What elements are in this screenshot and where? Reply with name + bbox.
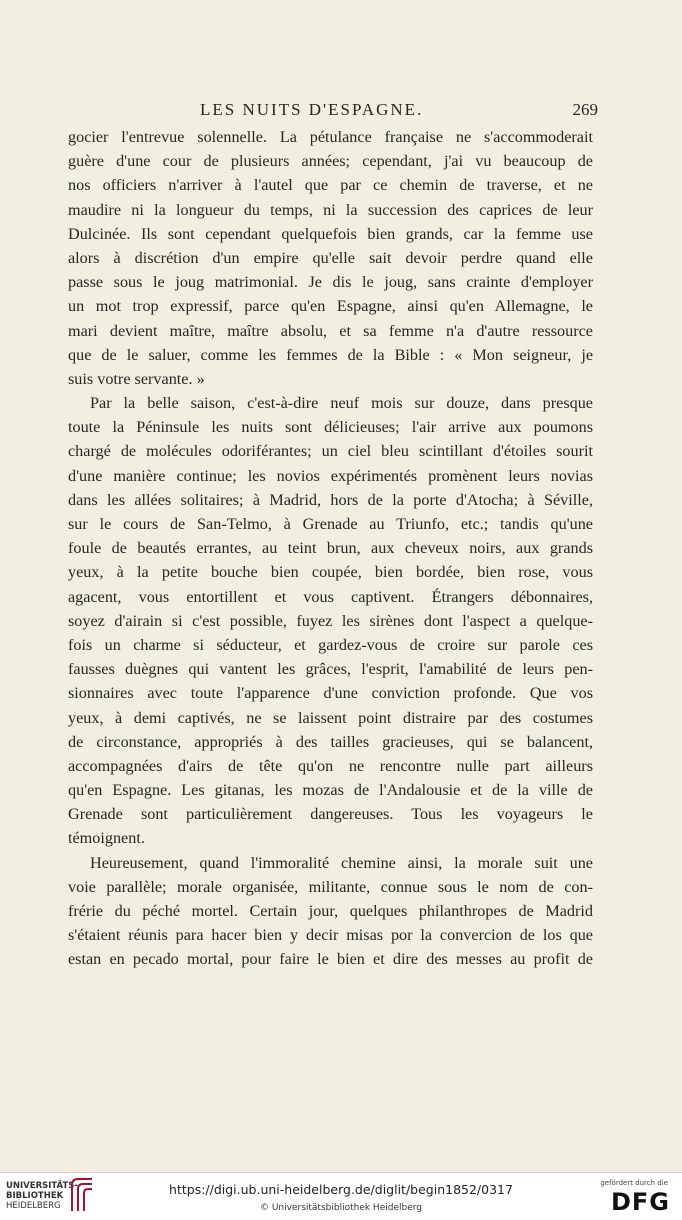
text-line: mari devient maître, maître absolu, et sa femme n'a d'autre ressource xyxy=(68,321,593,340)
text-line: agacent, vous entortillent et vous captivent. Étrangers débonnaires, xyxy=(68,587,593,606)
text-line: accompagnées d'airs de tête qu'on ne rencontre nulle part ailleurs xyxy=(68,756,593,775)
dfg-logo[interactable]: DFG xyxy=(610,1188,670,1216)
text-line: Heureusement, quand l'immoralité chemine ainsi, la morale suit une xyxy=(90,853,593,872)
text-line: s'étaient réunis para hacer bien y decir misas por la convercion de los que xyxy=(68,926,593,945)
sponsor-note: gefördert durch die xyxy=(600,1179,668,1187)
text-line: voie parallèle; morale organisée, militante, connue sous le nom de con- xyxy=(68,877,593,896)
text-line: sur le cours de San-Telmo, à Grenade au Triunfo, etc.; tandis qu'une xyxy=(68,515,593,533)
page-number: 269 xyxy=(572,100,598,119)
text-line: guère d'une cour de plusieurs années; cependant, j'ai vu beaucoup de xyxy=(68,152,593,171)
text-line: soyez d'airain si c'est possible, fuyez les sirènes dont l'aspect a quelque- xyxy=(68,611,593,630)
text-line: foule de beautés errantes, au teint brun, aux cheveux noirs, aux grands xyxy=(68,539,593,558)
text-line: qu'en Espagne. Les gitanas, les mozas de l'Andalousie et de la ville de xyxy=(68,781,593,800)
text-line: Par la belle saison, c'est-à-dire neuf mois sur douze, dans presque xyxy=(90,394,593,413)
text-line: passe sous le joug matrimonial. Je dis le joug, sans crainte d'employer xyxy=(68,273,593,292)
permalink-url[interactable]: https://digi.ub.uni-heidelberg.de/diglit/begin1852/0317 xyxy=(169,1182,513,1197)
text-line: un mot trop expressif, parce qu'en Espagne, ainsi qu'en Allemagne, le xyxy=(68,297,593,316)
text-line: yeux, à demi captivés, ne se laissent point distraire par des costumes xyxy=(68,708,593,727)
text-line: que de le saluer, comme les femmes de la Bible : « Mon seigneur, je xyxy=(68,345,593,364)
text-line: nos officiers n'arriver à l'autel que par ce chemin de traverse, et ne xyxy=(68,176,593,195)
text-line: fois un charme si séducteur, et gardez-vous de croire sur parole ces xyxy=(68,635,593,654)
text-line: frérie du péché mortel. Certain jour, quelques philanthropes de Madrid xyxy=(68,902,593,920)
footer-bar xyxy=(0,1172,682,1220)
text-line: d'une manière continue; les novios expérimentés promènent leurs novias xyxy=(68,466,593,485)
copyright-notice: © Universitätsbibliothek Heidelberg xyxy=(259,1203,422,1213)
text-line: fausses duègnes qui vantent les grâces, l'esprit, l'amabilité de leurs pen- xyxy=(68,660,593,679)
running-title: LES NUITS D'ESPAGNE. xyxy=(200,100,424,119)
library-name-line1: UNIVERSITÄTS- xyxy=(6,1181,78,1191)
text-line: gocier l'entrevue solennelle. La pétulance française ne s'accommoderait xyxy=(68,128,593,146)
text-line: Grenade sont particulièrement dangereuses. Tous les voyageurs le xyxy=(68,805,593,824)
text-line: maudire ni la longueur du temps, ni la succession des caprices de leur xyxy=(68,200,593,219)
text-line: estan en pecado mortal, pour faire le bien et dire des messes au profit de xyxy=(68,950,593,969)
text-line: toute la Péninsule les nuits sont délicieuses; l'air arrive aux poumons xyxy=(68,418,593,437)
text-line: yeux, à la petite bouche bien coupée, bien bordée, bien rose, vous xyxy=(68,563,593,582)
text-line: dans les allées solitaires; à Madrid, hors de la porte d'Atocha; à Séville, xyxy=(68,490,593,509)
library-city: HEIDELBERG xyxy=(6,1201,61,1211)
text-line: Dulcinée. Ils sont cependant quelquefois bien grands, car la femme use xyxy=(68,224,593,243)
text-line: sionnaires avec toute l'apparence d'une conviction profonde. Que vos xyxy=(68,684,593,703)
text-line: témoignent. xyxy=(68,829,145,848)
text-line: de circonstance, appropriés à des tailles gracieuses, qui se balancent, xyxy=(68,732,593,751)
text-line: chargé de molécules odoriférantes; un ciel bleu scintillant d'étoiles sourit xyxy=(68,442,593,461)
library-name-line2: BIBLIOTHEK xyxy=(6,1191,64,1201)
text-line: suis votre servante. » xyxy=(68,369,205,388)
text-line: alors à discrétion d'un empire qu'elle sait devoir perdre quand elle xyxy=(68,248,593,267)
body-text xyxy=(68,125,593,972)
